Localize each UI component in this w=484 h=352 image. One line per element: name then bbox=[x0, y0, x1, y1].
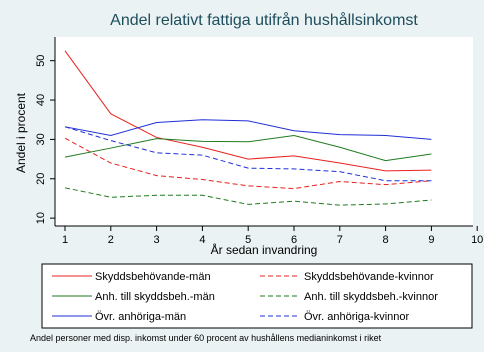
legend-label: Övr. anhöriga-kvinnor bbox=[304, 311, 410, 323]
y-ticks bbox=[35, 55, 55, 225]
legend-label: Skyddsbehövande-kvinnor bbox=[304, 271, 434, 283]
chart-title: Andel relativt fattiga utifrån hushållsinkomst bbox=[110, 12, 418, 29]
x-tick-label: 8 bbox=[382, 234, 389, 246]
x-axis-title: År sedan invandring bbox=[210, 243, 318, 257]
y-tick-label: 40 bbox=[35, 93, 47, 107]
x-tick-label: 2 bbox=[107, 234, 114, 246]
y-tick-label: 20 bbox=[35, 172, 47, 185]
legend-label: Skyddsbehövande-män bbox=[95, 271, 211, 283]
y-tick-label: 30 bbox=[35, 133, 47, 146]
legend-label: Anh. till skyddsbeh.-män bbox=[95, 291, 215, 303]
x-tick-label: 3 bbox=[153, 234, 160, 246]
legend-label: Anh. till skyddsbeh.-kvinnor bbox=[304, 291, 438, 303]
x-tick-label: 6 bbox=[290, 234, 298, 246]
legend-label: Övr. anhöriga-män bbox=[95, 311, 187, 323]
x-tick-label: 4 bbox=[199, 234, 206, 246]
y-tick-label: 50 bbox=[35, 54, 47, 67]
x-tick-label: 10 bbox=[471, 234, 484, 246]
y-tick-label: 10 bbox=[35, 212, 47, 225]
x-tick-label: 5 bbox=[245, 234, 252, 246]
x-tick-label: 9 bbox=[428, 234, 435, 246]
x-tick-label: 7 bbox=[336, 234, 343, 246]
y-axis-title: Andel i procent bbox=[14, 92, 28, 174]
footnote: Andel personer med disp. inkomst under 60 procent av hushållens medianinkomst i riket bbox=[30, 333, 382, 343]
x-tick-label: 1 bbox=[61, 234, 69, 246]
plot-area bbox=[55, 37, 473, 226]
